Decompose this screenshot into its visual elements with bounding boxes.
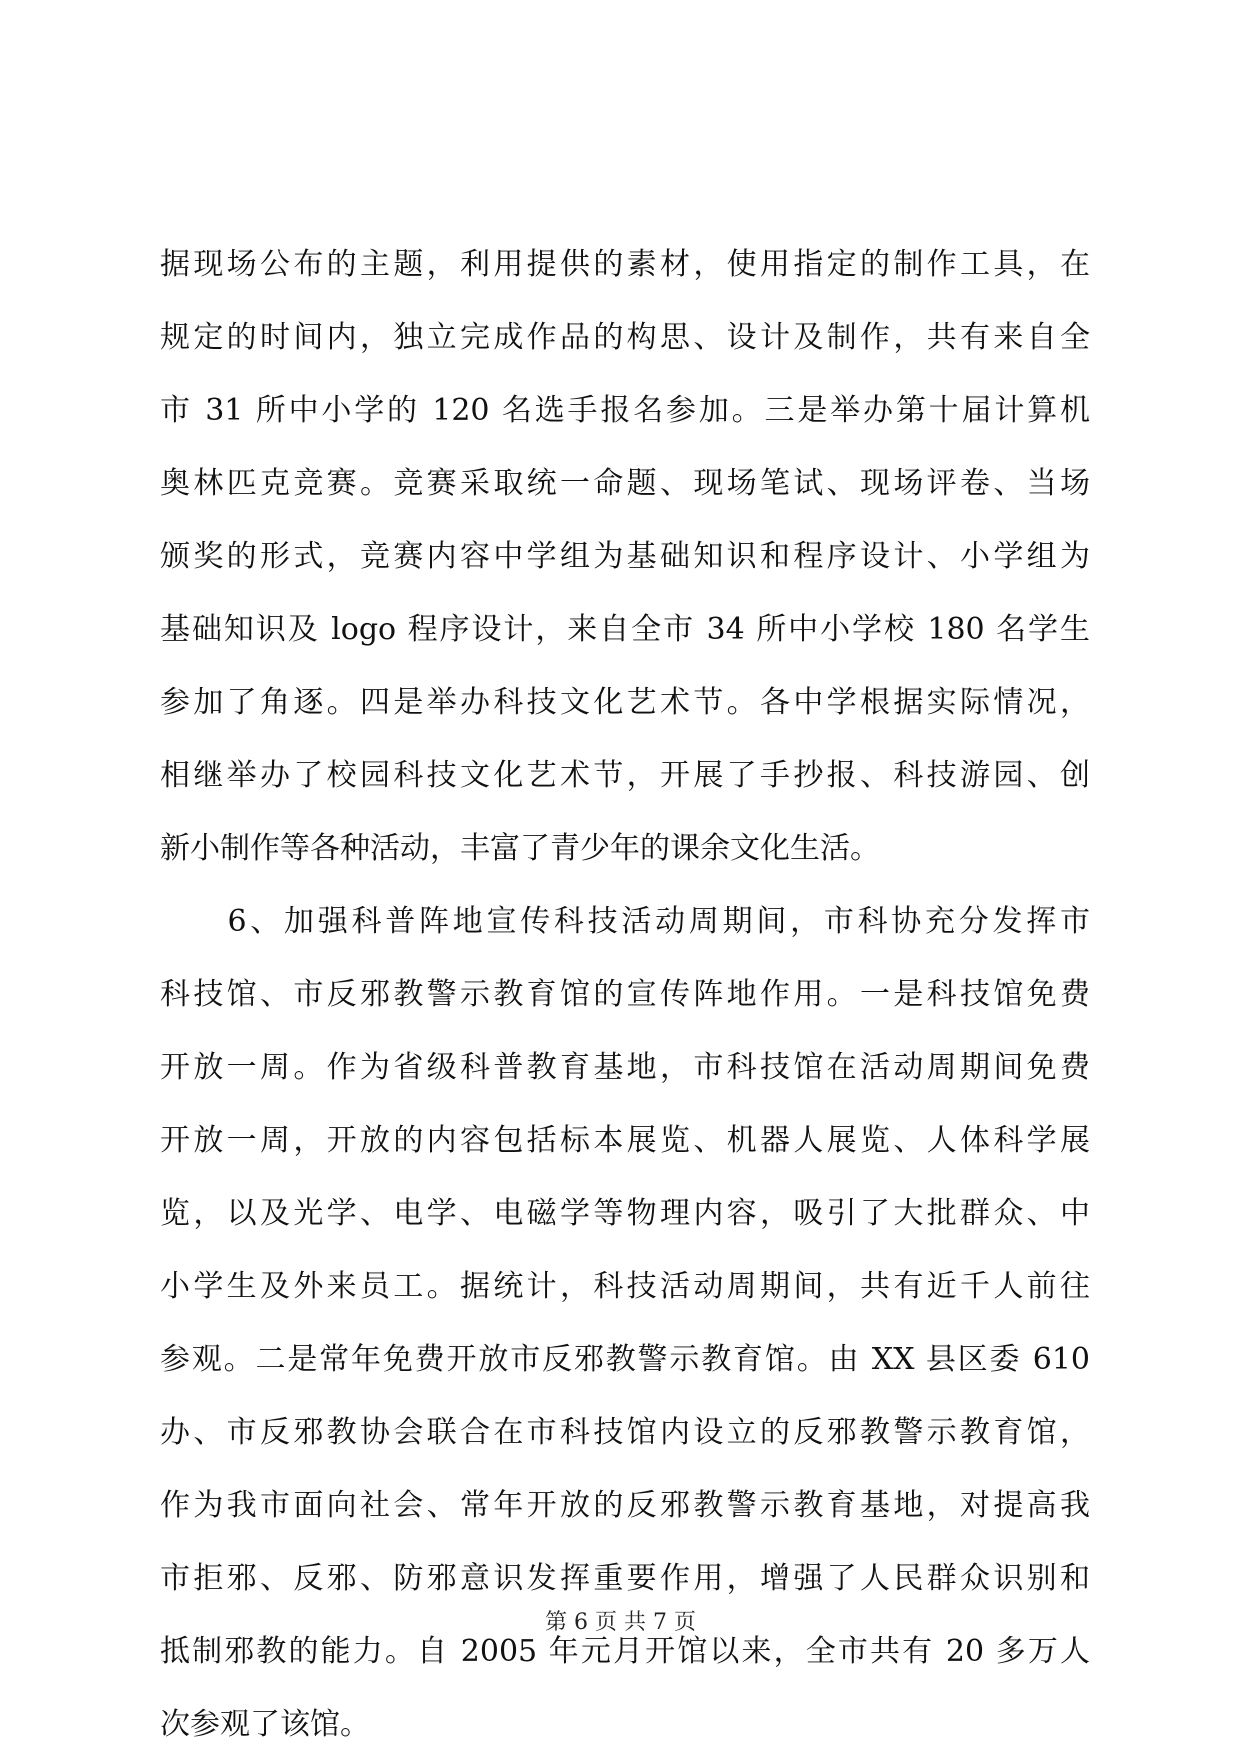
text-line: 作为我市面向社会、常年开放的反邪教警示教育基地，对提高我 [160,1488,1090,1523]
text-line: 市 31 所中小学的 120 名选手报名参加。三是举办第十届计算机 [160,393,1090,428]
text-line: 小学生及外来员工。据统计，科技活动周期间，共有近千人前往 [160,1269,1090,1304]
text-line: 相继举办了校园科技文化艺术节，开展了手抄报、科技游园、创 [160,758,1090,793]
text-line: 科技馆、市反邪教警示教育馆的宣传阵地作用。一是科技馆免费 [160,977,1090,1012]
text-line: 览，以及光学、电学、电磁学等物理内容，吸引了大批群众、中 [160,1196,1090,1231]
text-line: 新小制作等各种活动，丰富了青少年的课余文化生活。 [160,831,880,866]
text-line: 颁奖的形式，竞赛内容中学组为基础知识和程序设计、小学组为 [160,539,1090,574]
text-line: 市拒邪、反邪、防邪意识发挥重要作用，增强了人民群众识别和 [160,1561,1090,1596]
text-line: 参加了角逐。四是举办科技文化艺术节。各中学根据实际情况， [160,685,1090,720]
text-line: 基础知识及 logo 程序设计，来自全市 34 所中小学校 180 名学生 [160,612,1090,647]
text-line: 抵制邪教的能力。自 2005 年元月开馆以来，全市共有 20 多万人 [160,1634,1090,1669]
text-line: 办、市反邪教协会联合在市科技馆内设立的反邪教警示教育馆， [160,1415,1090,1450]
text-line: 开放一周。作为省级科普教育基地，市科技馆在活动周期间免费 [160,1050,1090,1085]
text-line: 参观。二是常年免费开放市反邪教警示教育馆。由 XX 县区委 610 [160,1342,1090,1377]
text-line: 次参观了该馆。 [160,1707,370,1742]
text-line: 据现场公布的主题，利用提供的素材，使用指定的制作工具，在 [160,247,1090,282]
text-line: 6、加强科普阵地宣传科技活动周期间，市科协充分发挥市 [160,904,1090,939]
text-line: 规定的时间内，独立完成作品的构思、设计及制作，共有来自全 [160,320,1090,355]
text-line: 开放一周，开放的内容包括标本展览、机器人展览、人体科学展 [160,1123,1090,1158]
body-text [160,228,1090,1761]
page-number-footer: 第 6 页 共 7 页 [545,1610,696,1635]
text-line: 奥林匹克竞赛。竞赛采取统一命题、现场笔试、现场评卷、当场 [160,466,1090,501]
